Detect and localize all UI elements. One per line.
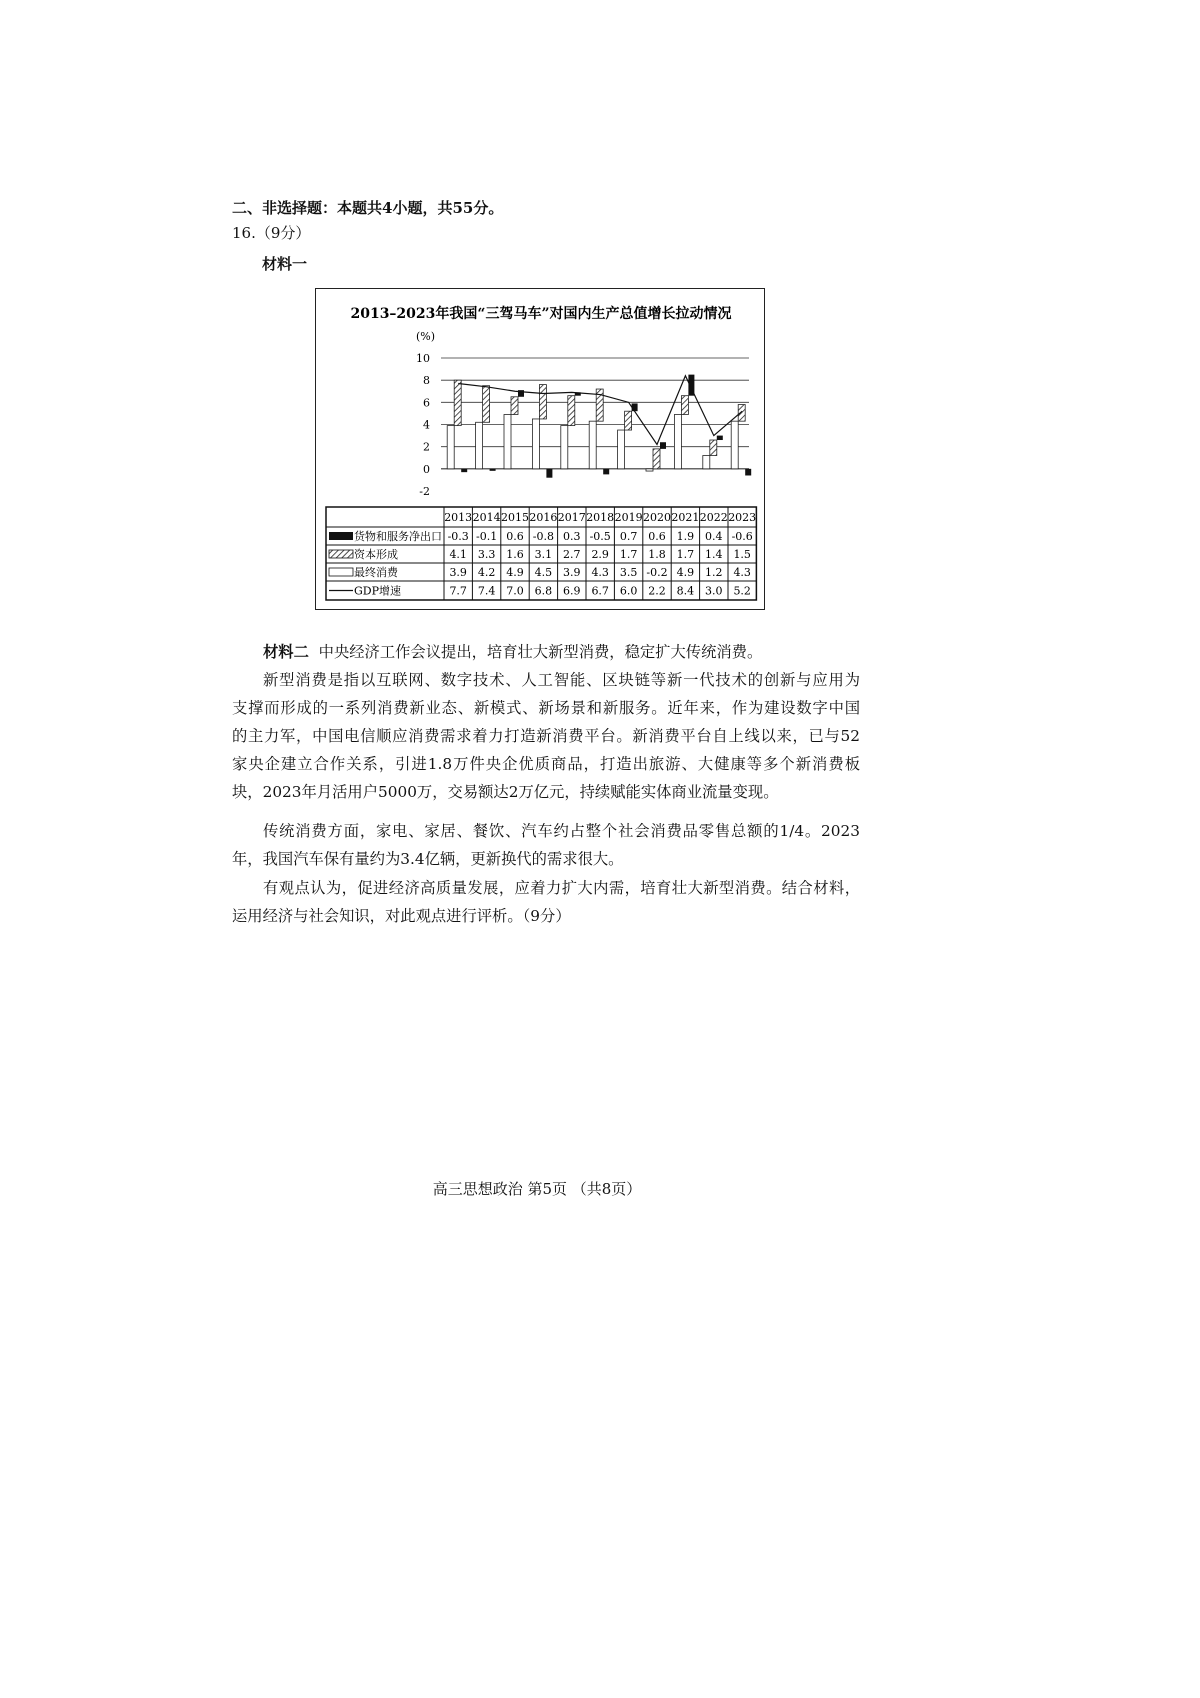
bar-net-exports (745, 469, 751, 476)
table-year-header: 2022 (699, 511, 728, 524)
table-cell-value: 7.7 (449, 584, 467, 598)
table-cell-value: 1.4 (705, 548, 723, 561)
bar-net-exports (490, 469, 496, 471)
legend-label: 资本形成 (354, 548, 398, 561)
bar-final-consumption (674, 415, 681, 469)
material2-line: 传统消费方面，家电、家居、餐饮、汽车约占整个社会消费品零售总额的1/4。2023 (263, 822, 860, 840)
legend-label: 货物和服务净出口 (354, 530, 442, 543)
table-cell-value: 0.3 (563, 530, 581, 543)
table-cell-value: 2.9 (591, 548, 609, 561)
table-year-header: 2014 (472, 511, 501, 524)
table-cell-value: 4.5 (534, 566, 553, 579)
table-cell-value: 1.8 (648, 548, 666, 561)
bar-capital-formation (625, 411, 632, 430)
table-cell-value: 1.7 (676, 548, 695, 561)
material2-line: 材料二 中央经济工作会议提出，培育壮大新型消费，稳定扩大传统消费。 (263, 643, 763, 661)
table-year-header: 2021 (671, 511, 700, 524)
page-footer: 高三思想政治 第5页 （共8页） (432, 1180, 642, 1198)
bar-final-consumption (561, 426, 568, 469)
material2-label: 材料二 (263, 643, 309, 661)
table-cell-value: 6.8 (534, 584, 553, 598)
table-cell-value: 7.0 (506, 584, 524, 598)
table-cell-value: 3.0 (705, 584, 723, 598)
table-cell-value: -0.8 (532, 530, 555, 543)
bar-capital-formation (738, 405, 745, 422)
table-cell-value: 3.3 (477, 548, 496, 561)
y-tick-label: 0 (423, 462, 430, 476)
material2-line: 块，2023年月活用户5000万，交易额达2万亿元，持续赋能实体商业流量变现。 (232, 783, 779, 801)
bar-final-consumption (731, 421, 738, 469)
bar-capital-formation (454, 380, 461, 425)
question-line: 运用经济与社会知识，对此观点进行评析。（9分） (232, 907, 571, 925)
table-cell-value: 5.2 (733, 584, 751, 598)
bar-capital-formation (653, 449, 660, 469)
table-cell-value: 4.9 (506, 566, 524, 579)
material2-line: 年，我国汽车保有量约为3.4亿辆，更新换代的需求很大。 (232, 850, 624, 868)
chart-figure (315, 288, 765, 610)
bar-net-exports (461, 469, 467, 472)
y-tick-label: 8 (423, 374, 430, 388)
table-cell-value: 0.6 (506, 530, 524, 543)
table-cell-value: -0.5 (589, 530, 611, 543)
table-cell-value: -0.3 (447, 530, 469, 543)
table-year-header: 2020 (643, 511, 671, 524)
bar-final-consumption (618, 430, 625, 469)
question-line: 有观点认为，促进经济高质量发展，应着力扩大内需，培育壮大新型消费。结合材料， (263, 879, 860, 897)
table-cell-value: 4.3 (591, 566, 609, 579)
table-cell-value: 2.2 (648, 584, 666, 598)
y-axis-unit: (%) (416, 330, 436, 343)
table-cell-value: 3.9 (563, 566, 581, 579)
table-cell-value: 0.4 (705, 530, 723, 543)
y-tick-label: 6 (423, 396, 430, 410)
bar-capital-formation (710, 440, 717, 456)
bar-capital-formation (483, 386, 490, 423)
table-cell-value: -0.6 (731, 530, 753, 543)
table-cell-value: 1.2 (705, 566, 723, 579)
table-cell-value: 2.7 (563, 548, 581, 561)
bar-final-consumption (447, 426, 454, 469)
legend-label: GDP增速 (354, 584, 402, 598)
bar-final-consumption (504, 415, 511, 469)
legend-net-exports-swatch (329, 532, 353, 540)
table-year-header: 2017 (557, 511, 586, 524)
table-cell-value: 8.4 (676, 584, 695, 598)
material1-label: 材料一 (262, 255, 308, 273)
material2-line: 的主力军，中国电信顺应消费需求着力打造新消费平台。新消费平台自上线以来，已与52 (232, 727, 860, 745)
material2-line: 家央企建立合作关系，引进1.8万件央企优质商品，打造出旅游、大健康等多个新消费板 (232, 755, 860, 773)
table-cell-value: 6.0 (619, 584, 638, 598)
bar-net-exports (717, 436, 723, 440)
chart-svg (316, 289, 766, 611)
table-cell-value: 4.1 (449, 548, 467, 561)
table-cell-value: 4.9 (676, 566, 695, 579)
table-year-header: 2023 (728, 511, 757, 524)
bar-net-exports (603, 469, 609, 475)
bar-net-exports (660, 442, 666, 449)
bar-final-consumption (703, 456, 710, 469)
question-number: 16.（9分） (232, 224, 311, 242)
table-cell-value: 7.4 (477, 584, 496, 598)
bar-final-consumption (476, 422, 483, 469)
bar-capital-formation (681, 396, 688, 415)
table-cell-value: -0.2 (646, 566, 668, 579)
table-cell-value: 1.7 (619, 548, 638, 561)
table-cell-value: 6.7 (591, 584, 609, 598)
table-cell-value: 3.9 (449, 566, 467, 579)
table-cell-value: 3.1 (534, 548, 553, 561)
table-cell-value: 1.9 (676, 530, 695, 543)
table-cell-value: 1.6 (506, 548, 524, 561)
table-cell-value: -0.1 (475, 530, 498, 543)
table-year-header: 2019 (614, 511, 643, 524)
table-year-header: 2013 (444, 511, 473, 524)
bar-capital-formation (539, 385, 546, 419)
legend-label: 最终消费 (354, 566, 398, 579)
y-tick-label: -2 (419, 485, 430, 498)
table-cell-value: 6.9 (563, 584, 581, 598)
legend-capital-swatch (329, 550, 353, 558)
section-heading: 二、非选择题：本题共4小题，共55分。 (232, 199, 504, 217)
material2-line: 新型消费是指以互联网、数字技术、人工智能、区块链等新一代技术的创新与应用为 (263, 671, 860, 689)
table-cell-value: 1.5 (733, 548, 751, 561)
table-year-header: 2015 (501, 511, 529, 524)
y-tick-label: 2 (423, 440, 430, 454)
y-tick-label: 10 (416, 352, 430, 365)
bar-net-exports (546, 469, 552, 478)
bar-capital-formation (511, 397, 518, 415)
bar-final-consumption (532, 419, 539, 469)
table-cell-value: 4.3 (733, 566, 751, 579)
table-year-header: 2018 (586, 511, 615, 524)
table-cell-value: 4.2 (477, 566, 496, 579)
y-tick-label: 4 (423, 418, 430, 432)
table-cell-value: 0.7 (619, 530, 638, 543)
bar-final-consumption (589, 421, 596, 469)
chart-title: 2013–2023年我国“三驾马车”对国内生产总值增长拉动情况 (350, 306, 732, 322)
table-cell-value: 3.5 (619, 566, 638, 579)
bar-final-consumption (646, 469, 653, 471)
legend-consumption-swatch (329, 568, 353, 576)
table-year-header: 2016 (529, 511, 558, 524)
table-cell-value: 0.6 (648, 530, 666, 543)
bar-capital-formation (568, 396, 575, 426)
material2-line: 支撑而形成的一系列消费新业态、新模式、新场景和新服务。近年来，作为建设数字中国 (232, 699, 860, 717)
